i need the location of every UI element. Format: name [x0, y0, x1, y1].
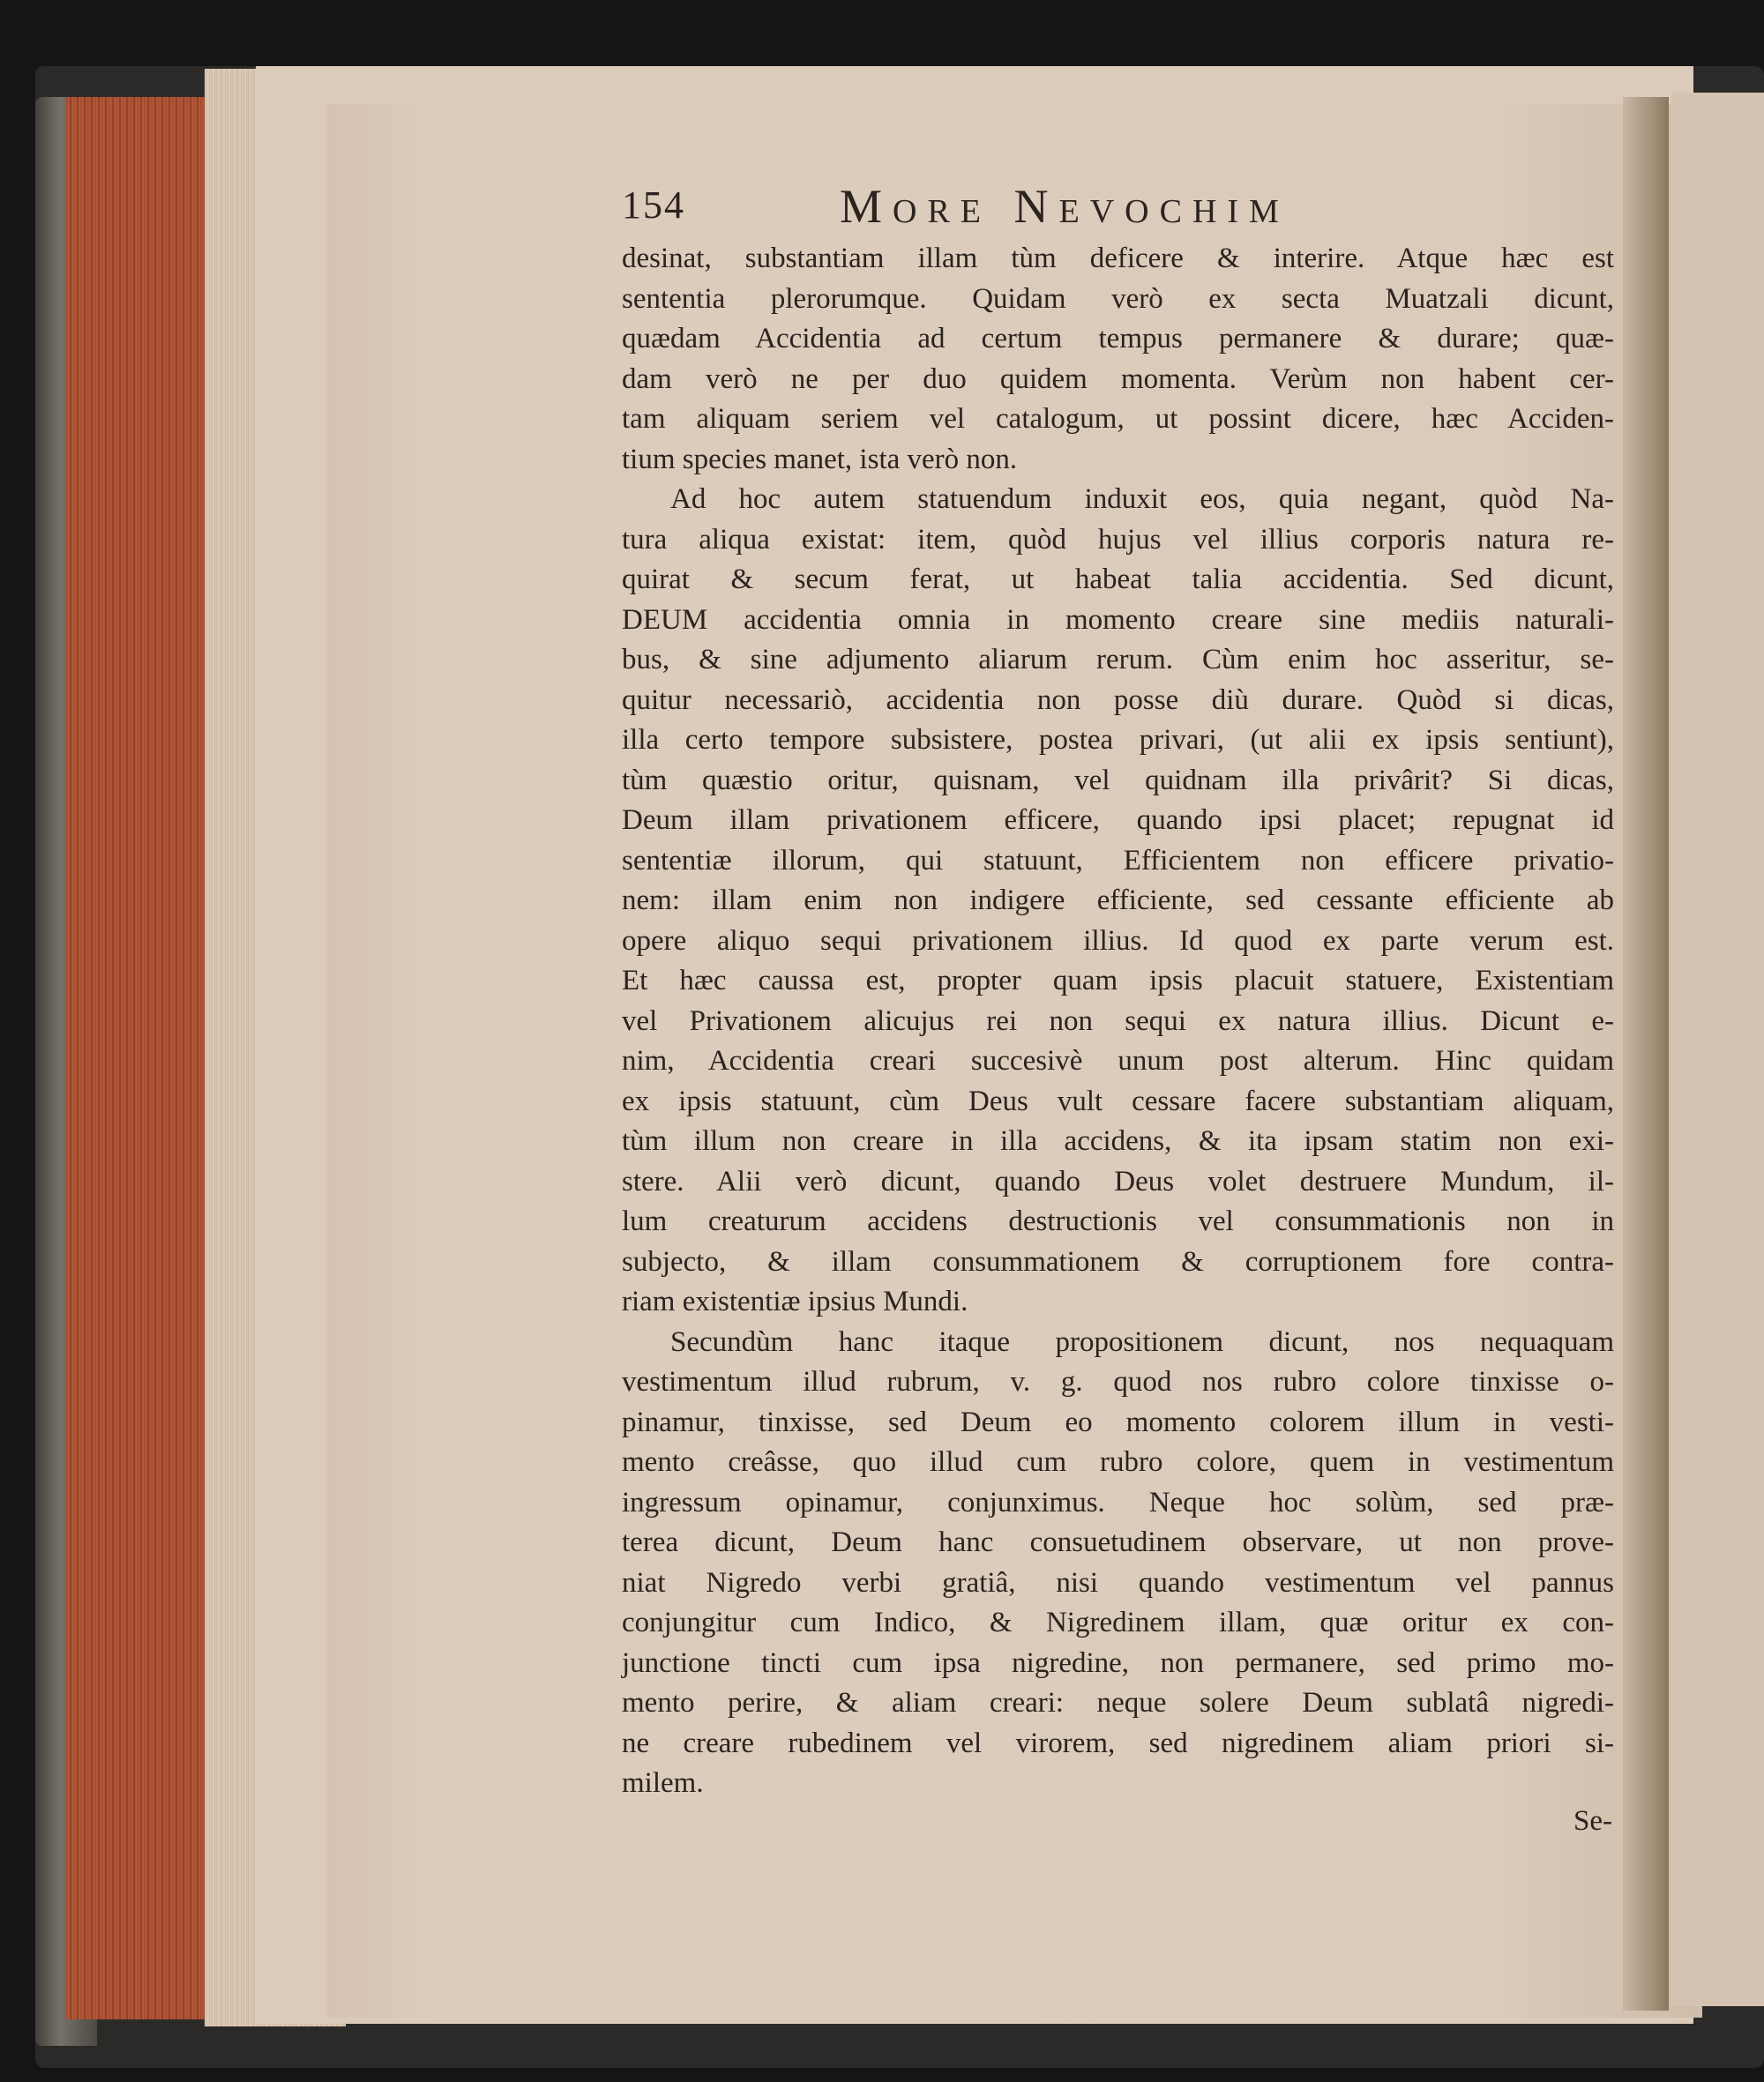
text-line: dam verò ne per duo quidem momenta. Verùm non habent cer-	[622, 362, 1614, 395]
page-header	[622, 179, 1614, 239]
text-line: desinat, substantiam illam tùm deficere & interire. Atque hæc est	[622, 243, 1614, 274]
text-line: tura aliqua existat: item, quòd hujus vel illius corporis natura re-	[622, 523, 1614, 556]
text-line: opere aliquo sequi privationem illius. Id quod ex parte verum est.	[622, 924, 1614, 957]
text-line: ne creare rubedinem vel virorem, sed nigredinem aliam priori si-	[622, 1727, 1614, 1759]
text-line: tùm illum non creare in illa accidens, & ita ipsam statim non exi-	[622, 1125, 1614, 1157]
text-line: vel Privationem alicujus rei non sequi ex natura illius. Dicunt e-	[622, 1004, 1614, 1037]
text-line: Ad hoc autem statuendum induxit eos, quia negant, quòd Na-	[670, 483, 1614, 515]
text-line: lum creaturum accidens destructionis vel consummationis non in	[622, 1205, 1614, 1237]
text-line: junctione tincti cum ipsa nigredine, non permanere, sed primo mo-	[622, 1646, 1614, 1679]
text-line: bus, & sine adjumento aliarum rerum. Cùm enim hoc asseritur, se-	[622, 644, 1614, 675]
text-line: quirat & secum ferat, ut habeat talia accidentia. Sed dicunt,	[622, 563, 1614, 595]
catchword: Se-	[1573, 1805, 1612, 1837]
paragraph	[622, 480, 1614, 1323]
text-line: nem: illam enim non indigere efficiente, sed cessante efficiente ab	[622, 884, 1614, 916]
body-text	[622, 239, 1614, 1804]
text-line: sententiæ illorum, qui statuunt, Efficientem non efficere privatio-	[622, 844, 1614, 877]
paragraph	[622, 1323, 1614, 1804]
text-line: conjungitur cum Indico, & Nigredinem illam, quæ oritur ex con-	[622, 1607, 1614, 1638]
text-line: Et hæc caussa est, propter quam ipsis placuit statuere, Existentiam	[622, 965, 1614, 996]
text-line: vestimentum illud rubrum, v. g. quod nos rubro colore tinxisse o-	[622, 1366, 1614, 1398]
running-title: More Nevochim	[840, 180, 1289, 233]
text-line: mento creâsse, quo illud cum rubro colore, quem in vestimentum	[622, 1446, 1614, 1478]
text-line: Secundùm hanc itaque propositionem dicunt, nos nequaquam	[670, 1325, 1614, 1358]
text-line: Deum illam privationem efficere, quando ipsi placet; repugnat id	[622, 804, 1614, 836]
text-line: ex ipsis statuunt, cùm Deus vult cessare facere substantiam aliquam,	[622, 1085, 1614, 1117]
text-line: tam aliquam seriem vel catalogum, ut possint dicere, hæc Acciden-	[622, 403, 1614, 435]
text-line: quitur necessariò, accidentia non posse diù durare. Quòd si dicas,	[622, 683, 1614, 716]
red-page-edges	[66, 97, 212, 2019]
text-line: mento perire, & aliam creari: neque solere Deum sublatâ nigredi-	[622, 1687, 1614, 1719]
facing-page-edge	[1671, 93, 1764, 2006]
paragraph	[622, 239, 1614, 480]
text-block	[622, 179, 1614, 1837]
text-line: nim, Accidentia creari succesivè unum post alterum. Hinc quidam	[622, 1045, 1614, 1077]
text-line: riam existentiæ ipsius Mundi.	[622, 1286, 968, 1317]
book-gutter	[1623, 97, 1669, 2011]
text-line: terea dicunt, Deum hanc consuetudinem observare, ut non prove-	[622, 1526, 1614, 1558]
page-number: 154	[622, 183, 685, 227]
text-line: sententia plerorumque. Quidam verò ex secta Muatzali dicunt,	[622, 282, 1614, 315]
text-line: pinamur, tinxisse, sed Deum eo momento colorem illum in vesti-	[622, 1406, 1614, 1438]
text-line: DEUM accidentia omnia in momento creare sine mediis naturali-	[622, 603, 1614, 636]
text-line: tùm quæstio oritur, quisnam, vel quidnam illa privârit? Si dicas,	[622, 764, 1614, 796]
text-line: milem.	[622, 1767, 704, 1799]
text-line: niat Nigredo verbi gratiâ, nisi quando vestimentum vel pannus	[622, 1566, 1614, 1599]
text-line: stere. Alii verò dicunt, quando Deus volet destruere Mundum, il-	[622, 1165, 1614, 1198]
text-line: ingressum opinamur, conjunximus. Neque hoc solùm, sed præ-	[622, 1486, 1614, 1519]
text-line: illa certo tempore subsistere, postea privari, (ut alii ex ipsis sentiunt),	[622, 724, 1614, 756]
text-line: subjecto, & illam consummationem & corruptionem fore contra-	[622, 1245, 1614, 1278]
text-line: quædam Accidentia ad certum tempus permanere & durare; quæ-	[622, 323, 1614, 354]
text-line: tium species manet, ista verò non.	[622, 443, 1018, 475]
